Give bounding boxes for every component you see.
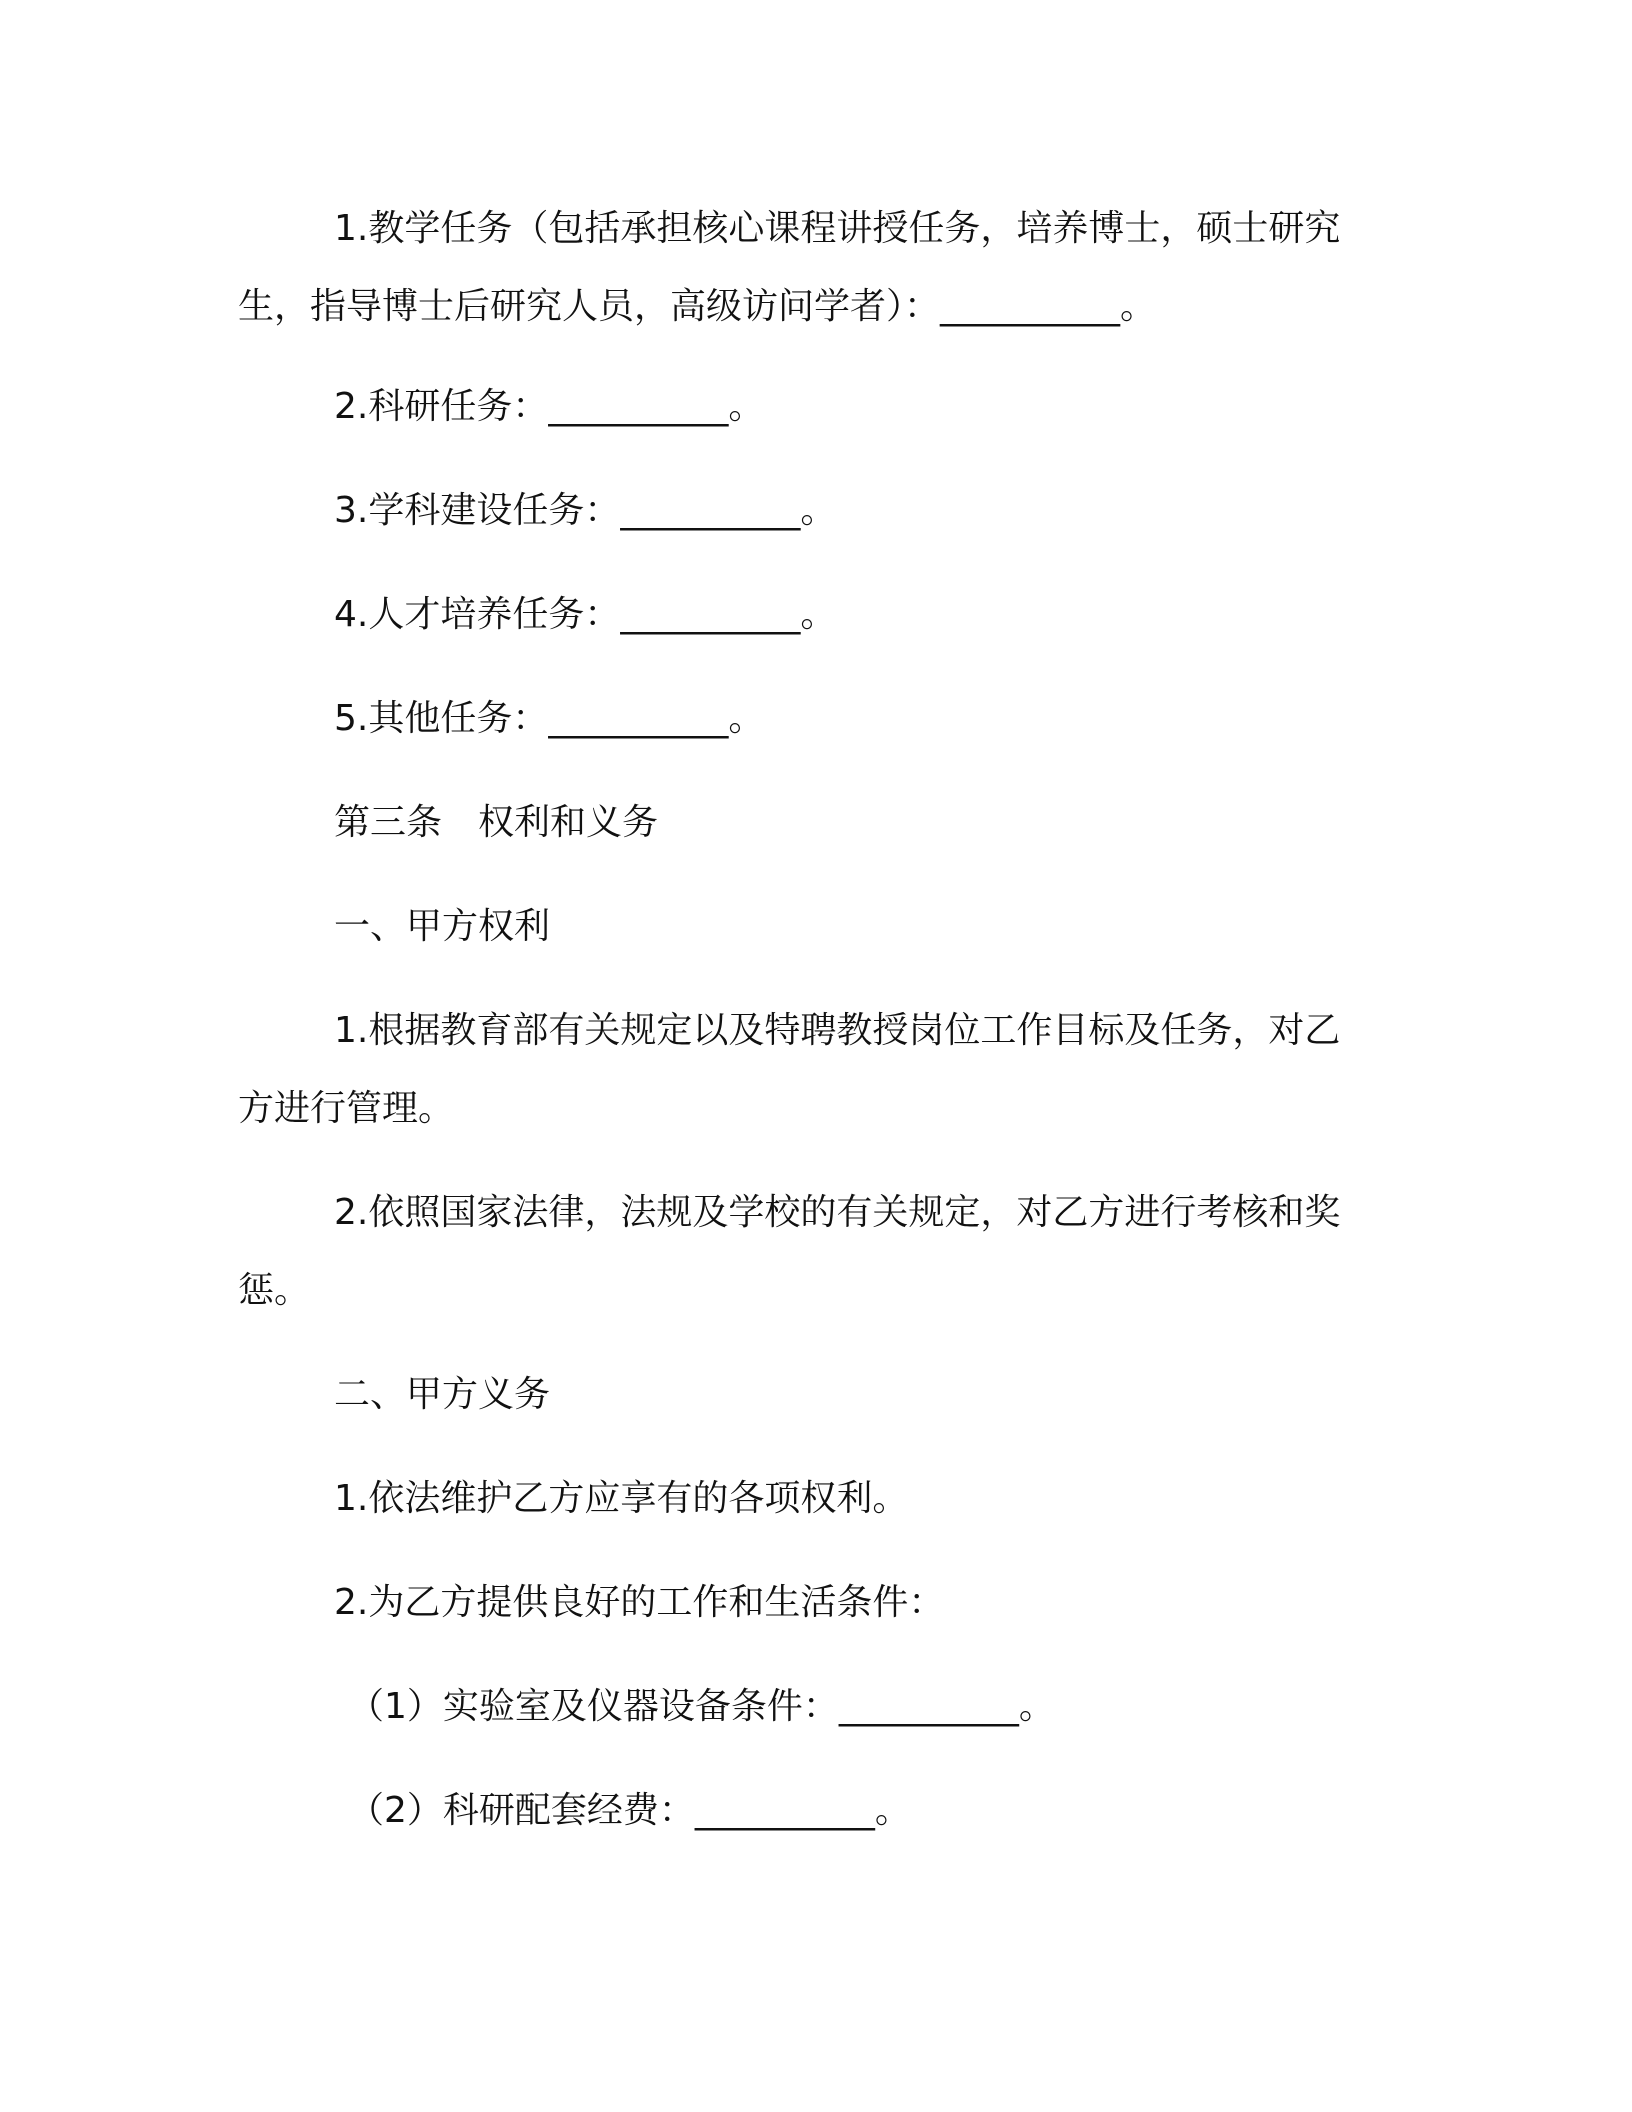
obligations-item-2: 2.为乙方提供良好的工作和生活条件： bbox=[334, 1582, 945, 1623]
article-three-heading: 第三条 权利和义务 bbox=[334, 802, 659, 843]
rights-item-1: 1.根据教育部有关规定以及特聘教授岗位工作目标及任务，对乙方进行管理。 bbox=[238, 1010, 1341, 1129]
other-task-paragraph: 5.其他任务：__________。 bbox=[334, 698, 765, 739]
obligations-item-1: 1.依法维护乙方应享有的各项权利。 bbox=[334, 1478, 909, 1519]
document-body bbox=[238, 190, 1370, 1876]
research-task-paragraph: 2.科研任务：__________。 bbox=[334, 386, 765, 427]
obligations-subitem-2: （2）科研配套经费：__________。 bbox=[348, 1790, 911, 1831]
party-a-rights-heading: 一、甲方权利 bbox=[334, 906, 551, 947]
discipline-task-paragraph: 3.学科建设任务：__________。 bbox=[334, 490, 837, 531]
rights-item-2: 2.依照国家法律，法规及学校的有关规定，对乙方进行考核和奖惩。 bbox=[238, 1192, 1341, 1311]
teaching-task-paragraph: 1.教学任务（包括承担核心课程讲授任务，培养博士，硕士研究生，指导博士后研究人员，高级访问学者）：__________。 bbox=[238, 208, 1341, 327]
talent-task-paragraph: 4.人才培养任务：__________。 bbox=[334, 594, 837, 635]
party-a-obligations-heading: 二、甲方义务 bbox=[334, 1374, 551, 1415]
obligations-subitem-1: （1）实验室及仪器设备条件：__________。 bbox=[348, 1686, 1055, 1727]
